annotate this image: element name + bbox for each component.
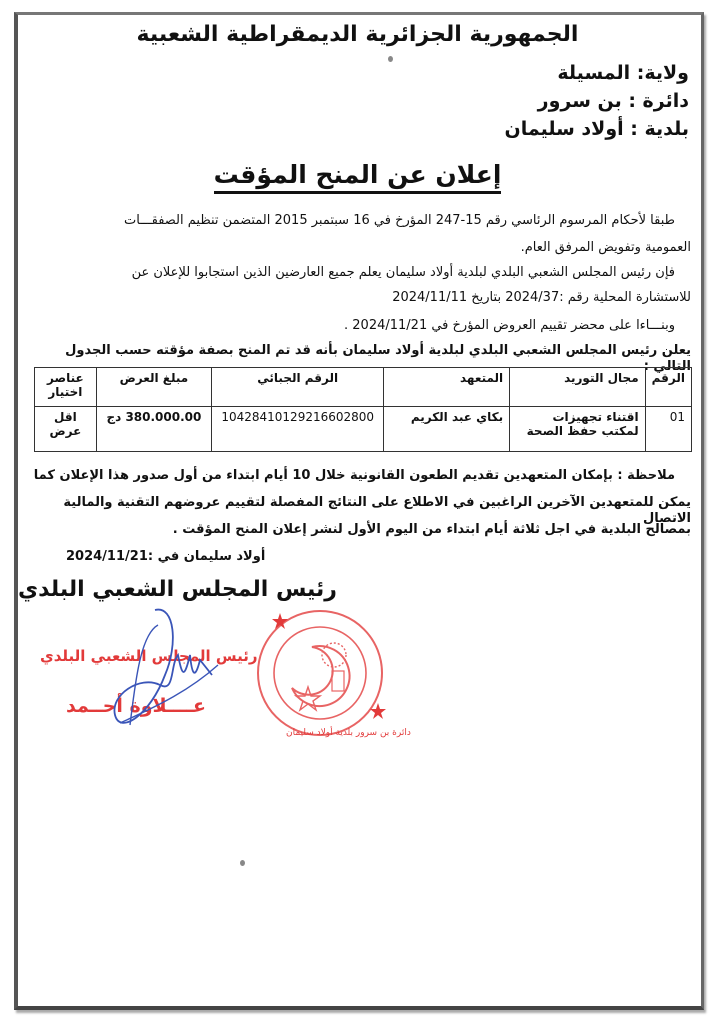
paragraph-inform-line2: للاستشارة المحلية رقم :2024/37 بتاريخ 2024/11/11 (392, 290, 691, 305)
cell-selection-criteria: اقل عرض (35, 407, 97, 452)
place-date: أولاد سليمان في :2024/11/21 (66, 549, 266, 564)
seal-text: دائرة بن سرور بلدية أولاد سليمان (286, 728, 411, 738)
note-line2: يمكن للمتعهدين الآخرين الراغبين في الاطلاع على النتائج المفصلة لتقييم عروضهم التقنية والمالية الاتصال (63, 495, 691, 526)
paragraph-announce: يعلن رئيس المجلس الشعبي البلدي لبلدية أولاد سليمان بأنه قد تم المنح بصفة مؤقته حسب الجدول التالي : (65, 343, 691, 374)
official-seal (250, 603, 390, 743)
cell-number: 01 (645, 407, 691, 452)
baladiya-label: بلدية : أولاد سليمان (504, 118, 689, 140)
paragraph-inform-line1: فإن رئيس المجلس الشعبي البلدي لبلدية أولاد سليمان يعلم جميع العارضين الذين استجابوا للإعلان عن (131, 265, 675, 280)
note-line3: بمصالح البلدية في اجل ثلاثة أيام ابتداء من اليوم الأول لنشر إعلان المنح المؤقت . (172, 522, 691, 537)
republic-heading: الجمهورية الجزائرية الديمقراطية الشعبية (136, 22, 579, 47)
paragraph-decree-line1: طبقا لأحكام المرسوم الرئاسي رقم 15-247 المؤرخ في 16 سبتمبر 2015 المتضمن تنظيم الصفقـــات (124, 213, 675, 228)
paragraph-decree-line2: العمومية وتفويض المرفق العام. (520, 240, 691, 255)
announcement-title (0, 160, 715, 189)
cell-tax-id: 10428410129216602800 (212, 407, 384, 452)
table-header-row (35, 368, 692, 407)
header-bidder: المتعهد (384, 368, 510, 407)
header-selection-criteria: عناصر اختيار (35, 368, 97, 407)
stamp-name: عــــلاوة أحــمد (66, 695, 206, 717)
wilaya-label: ولاية: المسيلة (557, 62, 689, 84)
announcement-title-text: إعلان عن المنح المؤقت (214, 160, 502, 194)
note-line1: ملاحظة : بإمكان المتعهدين تقديم الطعون القانونية خلال 10 أيام ابتداء من أول صدور هذا الإعلان كما (33, 468, 675, 483)
header-tax-id: الرقم الجبائي (212, 368, 384, 407)
scan-speck (388, 56, 393, 62)
award-table (34, 367, 692, 452)
cell-supply-field: اقتناء تجهيزات لمكتب حفظ الصحة (510, 407, 645, 452)
header-supply-field: مجال التوريد (510, 368, 645, 407)
signature-title: رئيس المجلس الشعبي البلدي (18, 577, 337, 602)
stamp-title: رئيس المجلس الشعبي البلدي (40, 647, 258, 665)
cell-offer-amount: 380.000.00 دج (96, 407, 211, 452)
scan-speck (240, 860, 245, 866)
cell-bidder: بكاي عبد الكريم (384, 407, 510, 452)
table-row (35, 407, 692, 452)
paragraph-evaluation: وبنـــاءا على محضر تقييم العروض المؤرخ في 2024/11/21 . (344, 318, 675, 333)
daira-label: دائرة : بن سرور (537, 90, 689, 112)
header-offer-amount: مبلغ العرض (96, 368, 211, 407)
handwritten-signature (100, 605, 220, 745)
header-number: الرقم (645, 368, 691, 407)
